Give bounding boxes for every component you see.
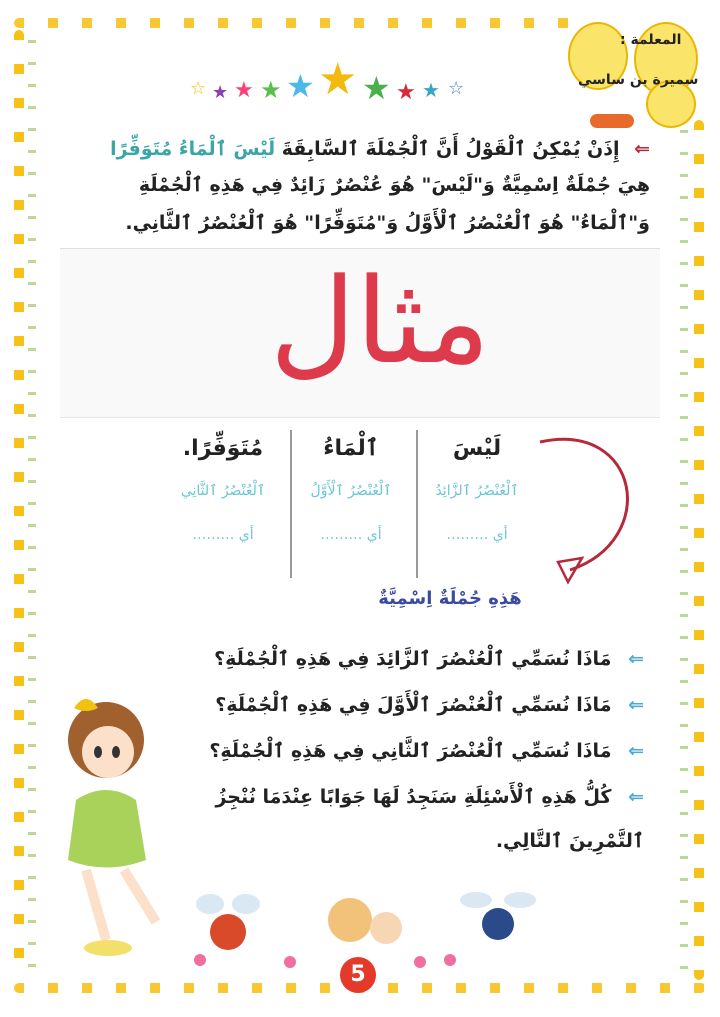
girl-illustration bbox=[46, 690, 176, 970]
page-number: 5 bbox=[340, 957, 376, 993]
star-icon: ☆ bbox=[190, 78, 207, 99]
column-role: ٱلْعُنْصُرُ ٱلْأَوَّلُ bbox=[310, 483, 392, 499]
closing-line: ٱلتَّمْرِينَ ٱلتَّالِي. bbox=[495, 830, 644, 852]
question-text: مَاذَا نُسَمِّي ٱلْعُنْصُرَ ٱلزَّائِدَ فِي هَذِهِ ٱلْجُمْلَةِ؟ bbox=[214, 648, 612, 670]
arrow-icon: ⇐ bbox=[628, 694, 644, 716]
intro-line-1 bbox=[110, 138, 650, 160]
star-icon: ☆ bbox=[448, 78, 465, 99]
star-icon: ★ bbox=[212, 82, 229, 103]
question-item bbox=[209, 740, 644, 762]
star-icon: ★ bbox=[318, 54, 358, 105]
question-text: مَاذَا نُسَمِّي ٱلْعُنْصُرَ ٱلْأَوَّلَ فِي هَذِهِ ٱلْجُمْلَةِ؟ bbox=[215, 694, 612, 716]
star-icon: ★ bbox=[286, 67, 315, 105]
bee-icon bbox=[590, 114, 634, 128]
arrow-icon: ⇐ bbox=[628, 740, 644, 762]
arrow-icon: ⇐ bbox=[628, 648, 644, 670]
star-icon: ★ bbox=[396, 80, 416, 105]
arrow-icon: ⇐ bbox=[628, 786, 644, 808]
arrow-icon: ⇐ bbox=[634, 138, 650, 160]
stars-decoration bbox=[190, 54, 480, 107]
example-table bbox=[160, 430, 540, 578]
border-left bbox=[14, 30, 24, 980]
intro-text-1: إِذَنْ يُمْكِنُ ٱلْقَوْلُ أَنَّ ٱلْجُمْلَةَ ٱلسَّابِقَةَ bbox=[281, 138, 620, 160]
question-item bbox=[215, 786, 644, 808]
column-divider bbox=[290, 430, 292, 578]
intro-highlight: لَيْسَ ٱلْمَاءُ مُتَوَفِّرًا bbox=[110, 138, 276, 160]
column-word: ٱلْمَاءُ bbox=[323, 436, 379, 461]
intro-line-2: هِيَ جُمْلَةٌ اِسْمِيَّةٌ وَ"لَيْسَ" هُوَ عُنْصُرٌ زَائِدٌ فِي هَذِهِ ٱلْجُمْلَةِ bbox=[138, 174, 650, 196]
nominal-sentence-label: هَذِهِ جُمْلَةٌ اِسْمِيَّةٌ bbox=[378, 588, 522, 609]
vine-left bbox=[28, 40, 36, 970]
column-divider bbox=[416, 430, 418, 578]
column-ay: أي ……… bbox=[320, 527, 382, 543]
question-item bbox=[215, 694, 644, 716]
table-column-thani bbox=[160, 430, 286, 578]
question-text: مَاذَا نُسَمِّي ٱلْعُنْصُرَ ٱلثَّانِي فِي هَذِهِ ٱلْجُمْلَةِ؟ bbox=[209, 740, 612, 762]
teacher-title: المعلمة : bbox=[620, 32, 682, 48]
column-ay: أي ……… bbox=[192, 527, 254, 543]
vine-right bbox=[680, 130, 688, 970]
column-role: ٱلْعُنْصُرُ ٱلثَّانِي bbox=[180, 483, 266, 499]
star-icon: ★ bbox=[422, 78, 440, 102]
column-word: لَيْسَ bbox=[452, 436, 502, 461]
curved-arrow-icon bbox=[520, 430, 650, 590]
question-item bbox=[214, 648, 644, 670]
teacher-badge bbox=[560, 22, 700, 132]
column-role: ٱلْعُنْصُرُ ٱلزَّائِدُ bbox=[435, 483, 519, 499]
star-icon: ★ bbox=[260, 76, 282, 104]
question-text: كُلُّ هَذِهِ ٱلْأَسْئِلَةِ سَنَجِدُ لَهَا جَوَابًا عِنْدَمَا نُنْجِزُ bbox=[215, 786, 612, 808]
table-column-awwal bbox=[288, 430, 414, 578]
star-icon: ★ bbox=[362, 69, 391, 107]
border-top bbox=[14, 18, 574, 28]
intro-line-3: وَ"ٱلْمَاءُ" هُوَ ٱلْعُنْصُرُ ٱلْأَوَّلُ وَ"مُتَوَفِّرًا" هُوَ ٱلْعُنْصُرُ ٱلثَّانِي. bbox=[125, 212, 650, 234]
teacher-name: سميرة بن ساسي bbox=[578, 72, 699, 88]
border-right bbox=[694, 120, 704, 980]
column-ay: أي ……… bbox=[446, 527, 508, 543]
example-title: مثال bbox=[269, 252, 491, 390]
column-word: مُتَوَفِّرًا. bbox=[182, 436, 264, 461]
star-icon: ★ bbox=[234, 78, 254, 103]
